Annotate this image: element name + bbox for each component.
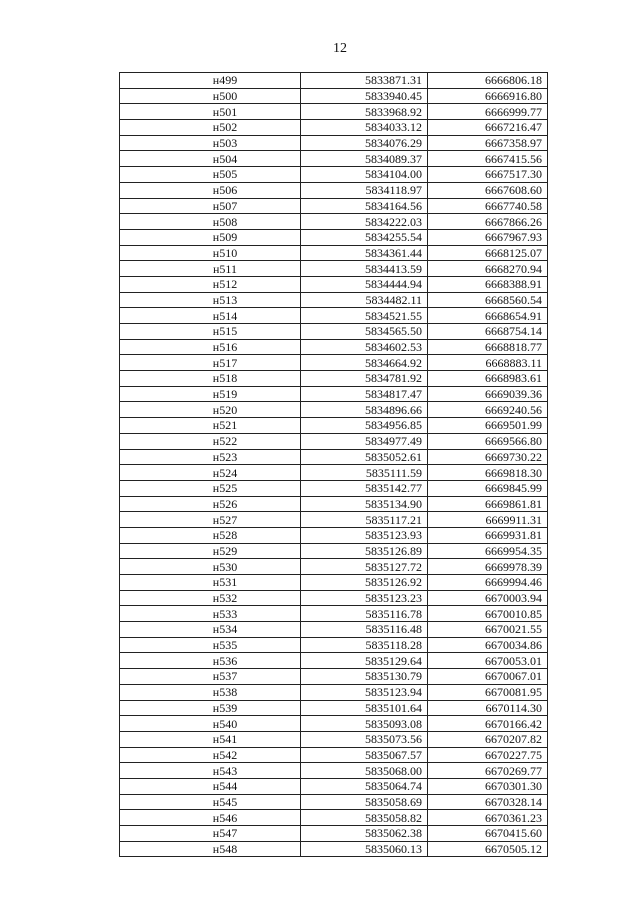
table-row: [120, 527, 548, 543]
x-coordinate-cell: 5834521.55: [301, 308, 428, 324]
point-id-cell: н538: [120, 684, 301, 700]
y-coordinate-cell: 6670081.95: [428, 684, 548, 700]
x-coordinate-cell: 5835062.38: [301, 826, 428, 842]
point-id-cell: н512: [120, 276, 301, 292]
point-id-cell: н529: [120, 543, 301, 559]
table-row: [120, 512, 548, 528]
x-coordinate-cell: 5835130.79: [301, 669, 428, 685]
point-id-cell: н504: [120, 151, 301, 167]
x-coordinate-cell: 5834361.44: [301, 245, 428, 261]
x-coordinate-cell: 5835067.57: [301, 747, 428, 763]
point-id-cell: н503: [120, 135, 301, 151]
table-row: [120, 182, 548, 198]
table-row: [120, 575, 548, 591]
y-coordinate-cell: 6669730.22: [428, 449, 548, 465]
table-row: [120, 433, 548, 449]
point-id-cell: н548: [120, 841, 301, 857]
table-row: [120, 402, 548, 418]
table-row: [120, 198, 548, 214]
point-id-cell: н499: [120, 73, 301, 89]
table-row: [120, 480, 548, 496]
point-id-cell: н541: [120, 731, 301, 747]
table-row: [120, 637, 548, 653]
y-coordinate-cell: 6669911.31: [428, 512, 548, 528]
x-coordinate-cell: 5834255.54: [301, 229, 428, 245]
table-row: [120, 465, 548, 481]
point-id-cell: н506: [120, 182, 301, 198]
x-coordinate-cell: 5835111.59: [301, 465, 428, 481]
point-id-cell: н514: [120, 308, 301, 324]
y-coordinate-cell: 6670328.14: [428, 794, 548, 810]
x-coordinate-cell: 5835058.82: [301, 810, 428, 826]
y-coordinate-cell: 6670034.86: [428, 637, 548, 653]
y-coordinate-cell: 6668125.07: [428, 245, 548, 261]
table-row: [120, 355, 548, 371]
point-id-cell: н545: [120, 794, 301, 810]
x-coordinate-cell: 5835118.28: [301, 637, 428, 653]
x-coordinate-cell: 5834977.49: [301, 433, 428, 449]
table-row: [120, 559, 548, 575]
y-coordinate-cell: 6667358.97: [428, 135, 548, 151]
table-row: [120, 324, 548, 340]
point-id-cell: н502: [120, 120, 301, 136]
x-coordinate-cell: 5834781.92: [301, 371, 428, 387]
point-id-cell: н523: [120, 449, 301, 465]
table-row: [120, 731, 548, 747]
y-coordinate-cell: 6668388.91: [428, 276, 548, 292]
y-coordinate-cell: 6667967.93: [428, 229, 548, 245]
y-coordinate-cell: 6670269.77: [428, 763, 548, 779]
table-row: [120, 151, 548, 167]
point-id-cell: н527: [120, 512, 301, 528]
y-coordinate-cell: 6667216.47: [428, 120, 548, 136]
y-coordinate-cell: 6668560.54: [428, 292, 548, 308]
y-coordinate-cell: 6668983.61: [428, 371, 548, 387]
x-coordinate-cell: 5834222.03: [301, 214, 428, 230]
point-id-cell: н517: [120, 355, 301, 371]
table-row: [120, 778, 548, 794]
table-row: [120, 245, 548, 261]
point-id-cell: н540: [120, 716, 301, 732]
x-coordinate-cell: 5833968.92: [301, 104, 428, 120]
table-row: [120, 449, 548, 465]
y-coordinate-cell: 6667608.60: [428, 182, 548, 198]
table-row: [120, 73, 548, 89]
x-coordinate-cell: 5835123.94: [301, 684, 428, 700]
x-coordinate-cell: 5835052.61: [301, 449, 428, 465]
y-coordinate-cell: 6669954.35: [428, 543, 548, 559]
x-coordinate-cell: 5835093.08: [301, 716, 428, 732]
point-id-cell: н516: [120, 339, 301, 355]
y-coordinate-cell: 6667740.58: [428, 198, 548, 214]
point-id-cell: н528: [120, 527, 301, 543]
table-row: [120, 135, 548, 151]
y-coordinate-cell: 6669566.80: [428, 433, 548, 449]
table-row: [120, 386, 548, 402]
table-row: [120, 371, 548, 387]
point-id-cell: н537: [120, 669, 301, 685]
x-coordinate-cell: 5834664.92: [301, 355, 428, 371]
x-coordinate-cell: 5835064.74: [301, 778, 428, 794]
x-coordinate-cell: 5834482.11: [301, 292, 428, 308]
x-coordinate-cell: 5835126.92: [301, 575, 428, 591]
point-id-cell: н526: [120, 496, 301, 512]
table-row: [120, 418, 548, 434]
y-coordinate-cell: 6670003.94: [428, 590, 548, 606]
y-coordinate-cell: 6668818.77: [428, 339, 548, 355]
point-id-cell: н522: [120, 433, 301, 449]
y-coordinate-cell: 6666999.77: [428, 104, 548, 120]
table-row: [120, 261, 548, 277]
table-row: [120, 590, 548, 606]
y-coordinate-cell: 6668654.91: [428, 308, 548, 324]
x-coordinate-cell: 5835127.72: [301, 559, 428, 575]
y-coordinate-cell: 6666806.18: [428, 73, 548, 89]
page-number: 12: [333, 41, 347, 56]
table-row: [120, 763, 548, 779]
x-coordinate-cell: 5834033.12: [301, 120, 428, 136]
point-id-cell: н542: [120, 747, 301, 763]
y-coordinate-cell: 6670301.30: [428, 778, 548, 794]
point-id-cell: н508: [120, 214, 301, 230]
point-id-cell: н532: [120, 590, 301, 606]
y-coordinate-cell: 6669240.56: [428, 402, 548, 418]
y-coordinate-cell: 6670053.01: [428, 653, 548, 669]
point-id-cell: н543: [120, 763, 301, 779]
point-id-cell: н546: [120, 810, 301, 826]
y-coordinate-cell: 6667866.26: [428, 214, 548, 230]
table-row: [120, 747, 548, 763]
y-coordinate-cell: 6669039.36: [428, 386, 548, 402]
point-id-cell: н513: [120, 292, 301, 308]
table-row: [120, 810, 548, 826]
y-coordinate-cell: 6666916.80: [428, 88, 548, 104]
y-coordinate-cell: 6667517.30: [428, 167, 548, 183]
point-id-cell: н535: [120, 637, 301, 653]
table-row: [120, 684, 548, 700]
x-coordinate-cell: 5834164.56: [301, 198, 428, 214]
table-row: [120, 214, 548, 230]
x-coordinate-cell: 5835101.64: [301, 700, 428, 716]
y-coordinate-cell: 6668270.94: [428, 261, 548, 277]
table-row: [120, 496, 548, 512]
point-id-cell: н530: [120, 559, 301, 575]
y-coordinate-cell: 6670021.55: [428, 622, 548, 638]
y-coordinate-cell: 6669978.39: [428, 559, 548, 575]
x-coordinate-cell: 5835116.78: [301, 606, 428, 622]
y-coordinate-cell: 6670067.01: [428, 669, 548, 685]
x-coordinate-cell: 5834817.47: [301, 386, 428, 402]
x-coordinate-cell: 5835129.64: [301, 653, 428, 669]
x-coordinate-cell: 5835073.56: [301, 731, 428, 747]
point-id-cell: н509: [120, 229, 301, 245]
point-id-cell: н544: [120, 778, 301, 794]
table-row: [120, 606, 548, 622]
point-id-cell: н505: [120, 167, 301, 183]
x-coordinate-cell: 5835123.23: [301, 590, 428, 606]
x-coordinate-cell: 5835116.48: [301, 622, 428, 638]
x-coordinate-cell: 5835134.90: [301, 496, 428, 512]
table-row: [120, 653, 548, 669]
x-coordinate-cell: 5834104.00: [301, 167, 428, 183]
table-row: [120, 292, 548, 308]
table-row: [120, 826, 548, 842]
y-coordinate-cell: 6668883.11: [428, 355, 548, 371]
point-id-cell: н507: [120, 198, 301, 214]
point-id-cell: н510: [120, 245, 301, 261]
x-coordinate-cell: 5835117.21: [301, 512, 428, 528]
table-row: [120, 120, 548, 136]
x-coordinate-cell: 5834413.59: [301, 261, 428, 277]
y-coordinate-cell: 6669994.46: [428, 575, 548, 591]
point-id-cell: н525: [120, 480, 301, 496]
x-coordinate-cell: 5835068.00: [301, 763, 428, 779]
y-coordinate-cell: 6669501.99: [428, 418, 548, 434]
x-coordinate-cell: 5834076.29: [301, 135, 428, 151]
point-id-cell: н501: [120, 104, 301, 120]
y-coordinate-cell: 6670114.30: [428, 700, 548, 716]
table-row: [120, 622, 548, 638]
x-coordinate-cell: 5834444.94: [301, 276, 428, 292]
y-coordinate-cell: 6668754.14: [428, 324, 548, 340]
y-coordinate-cell: 6670207.82: [428, 731, 548, 747]
x-coordinate-cell: 5834089.37: [301, 151, 428, 167]
y-coordinate-cell: 6669861.81: [428, 496, 548, 512]
y-coordinate-cell: 6670361.23: [428, 810, 548, 826]
x-coordinate-cell: 5835142.77: [301, 480, 428, 496]
point-id-cell: н518: [120, 371, 301, 387]
x-coordinate-cell: 5833940.45: [301, 88, 428, 104]
coordinates-table-body: [120, 73, 548, 857]
table-row: [120, 276, 548, 292]
y-coordinate-cell: 6669818.30: [428, 465, 548, 481]
x-coordinate-cell: 5834118.97: [301, 182, 428, 198]
y-coordinate-cell: 6670166.42: [428, 716, 548, 732]
y-coordinate-cell: 6670227.75: [428, 747, 548, 763]
y-coordinate-cell: 6670010.85: [428, 606, 548, 622]
table-row: [120, 841, 548, 857]
coordinates-table: [119, 72, 548, 857]
x-coordinate-cell: 5834896.66: [301, 402, 428, 418]
point-id-cell: н539: [120, 700, 301, 716]
point-id-cell: н511: [120, 261, 301, 277]
y-coordinate-cell: 6670505.12: [428, 841, 548, 857]
point-id-cell: н536: [120, 653, 301, 669]
x-coordinate-cell: 5833871.31: [301, 73, 428, 89]
x-coordinate-cell: 5835126.89: [301, 543, 428, 559]
table-row: [120, 700, 548, 716]
x-coordinate-cell: 5834956.85: [301, 418, 428, 434]
point-id-cell: н519: [120, 386, 301, 402]
x-coordinate-cell: 5835123.93: [301, 527, 428, 543]
point-id-cell: н520: [120, 402, 301, 418]
point-id-cell: н500: [120, 88, 301, 104]
x-coordinate-cell: 5835060.13: [301, 841, 428, 857]
table-row: [120, 543, 548, 559]
point-id-cell: н533: [120, 606, 301, 622]
y-coordinate-cell: 6667415.56: [428, 151, 548, 167]
y-coordinate-cell: 6670415.60: [428, 826, 548, 842]
table-row: [120, 794, 548, 810]
y-coordinate-cell: 6669845.99: [428, 480, 548, 496]
point-id-cell: н534: [120, 622, 301, 638]
x-coordinate-cell: 5834602.53: [301, 339, 428, 355]
point-id-cell: н521: [120, 418, 301, 434]
x-coordinate-cell: 5835058.69: [301, 794, 428, 810]
y-coordinate-cell: 6669931.81: [428, 527, 548, 543]
table-row: [120, 167, 548, 183]
table-row: [120, 308, 548, 324]
table-row: [120, 88, 548, 104]
table-row: [120, 104, 548, 120]
x-coordinate-cell: 5834565.50: [301, 324, 428, 340]
table-row: [120, 669, 548, 685]
table-row: [120, 229, 548, 245]
point-id-cell: н547: [120, 826, 301, 842]
point-id-cell: н524: [120, 465, 301, 481]
point-id-cell: н531: [120, 575, 301, 591]
point-id-cell: н515: [120, 324, 301, 340]
table-row: [120, 716, 548, 732]
table-row: [120, 339, 548, 355]
